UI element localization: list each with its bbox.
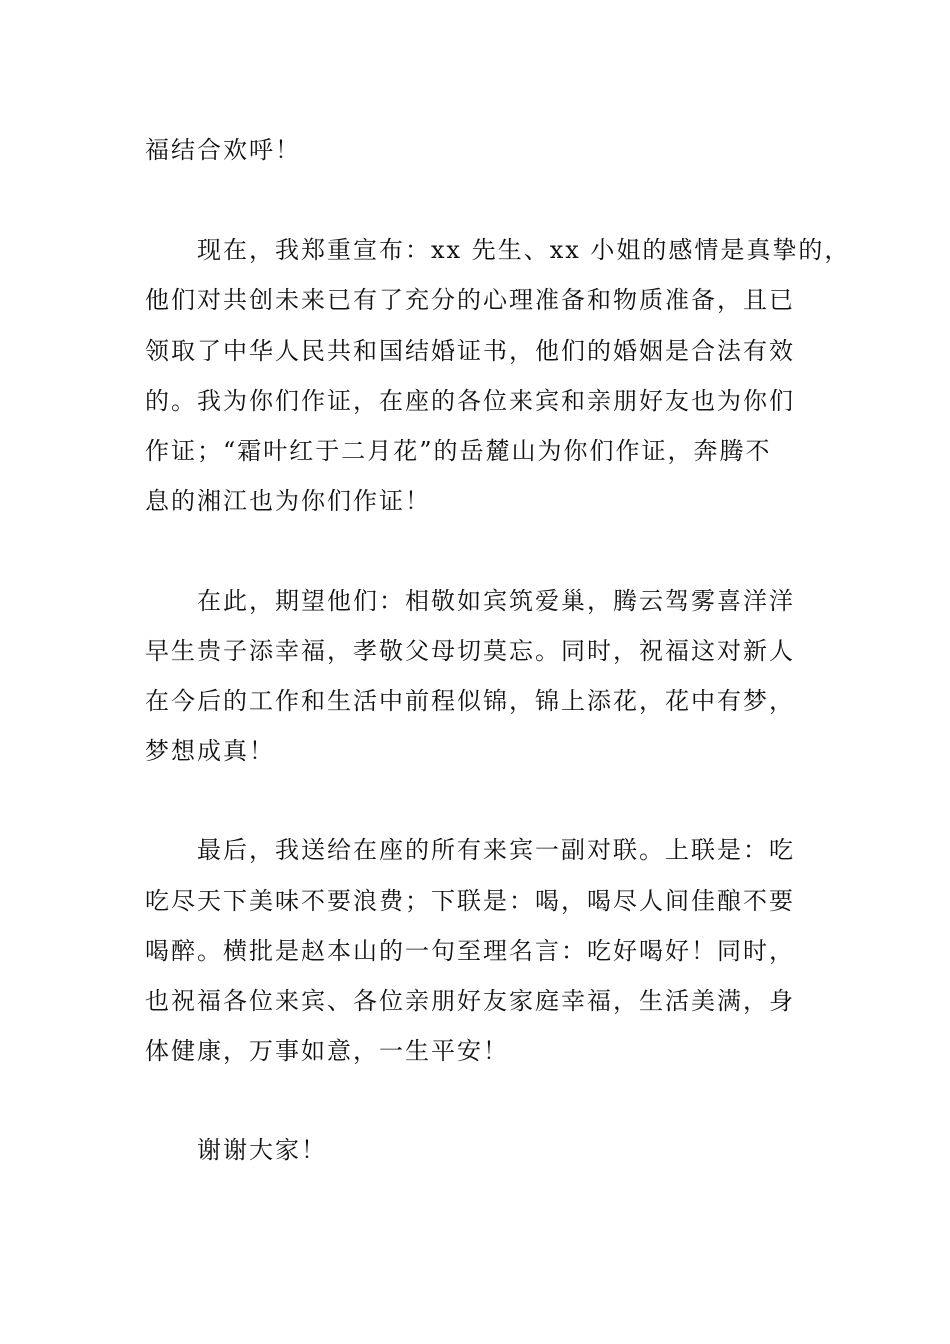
text-line: 他们对共创未来已有了充分的心理准备和物质准备，且已 — [145, 286, 795, 314]
text-line: 吃尽天下美味不要浪费；下联是：喝，喝尽人间佳酿不要 — [145, 887, 795, 915]
text-line: 也祝福各位来宾、各位亲朋好友家庭幸福，生活美满，身 — [145, 987, 795, 1015]
text-line: 福结合欢呼！ — [145, 136, 301, 164]
text-line: 谢谢大家！ — [197, 1136, 327, 1164]
text-line: 现在，我郑重宣布：xx 先生、xx 小姐的感情是真挚的， — [197, 236, 851, 264]
text-line: 息的湘江也为你们作证！ — [145, 487, 431, 515]
text-line: 喝醉。横批是赵本山的一句至理名言：吃好喝好！同时， — [145, 937, 795, 965]
text-line: 在此，期望他们：相敬如宾筑爱巢，腾云驾雾喜洋洋 — [197, 587, 795, 615]
text-line: 的。我为你们作证，在座的各位来宾和亲朋好友也为你们 — [145, 387, 795, 415]
text-line: 最后，我送给在座的所有来宾一副对联。上联是：吃 — [197, 836, 795, 864]
text-line: 早生贵子添幸福，孝敬父母切莫忘。同时，祝福这对新人 — [145, 637, 795, 665]
text-line: 作证；“霜叶红于二月花”的岳麓山为你们作证，奔腾不 — [145, 437, 772, 465]
text-line: 在今后的工作和生活中前程似锦，锦上添花，花中有梦， — [145, 687, 795, 715]
text-line: 体健康，万事如意，一生平安！ — [145, 1037, 509, 1065]
text-line: 梦想成真！ — [145, 737, 275, 765]
text-line: 领取了中华人民共和国结婚证书，他们的婚姻是合法有效 — [145, 337, 795, 365]
